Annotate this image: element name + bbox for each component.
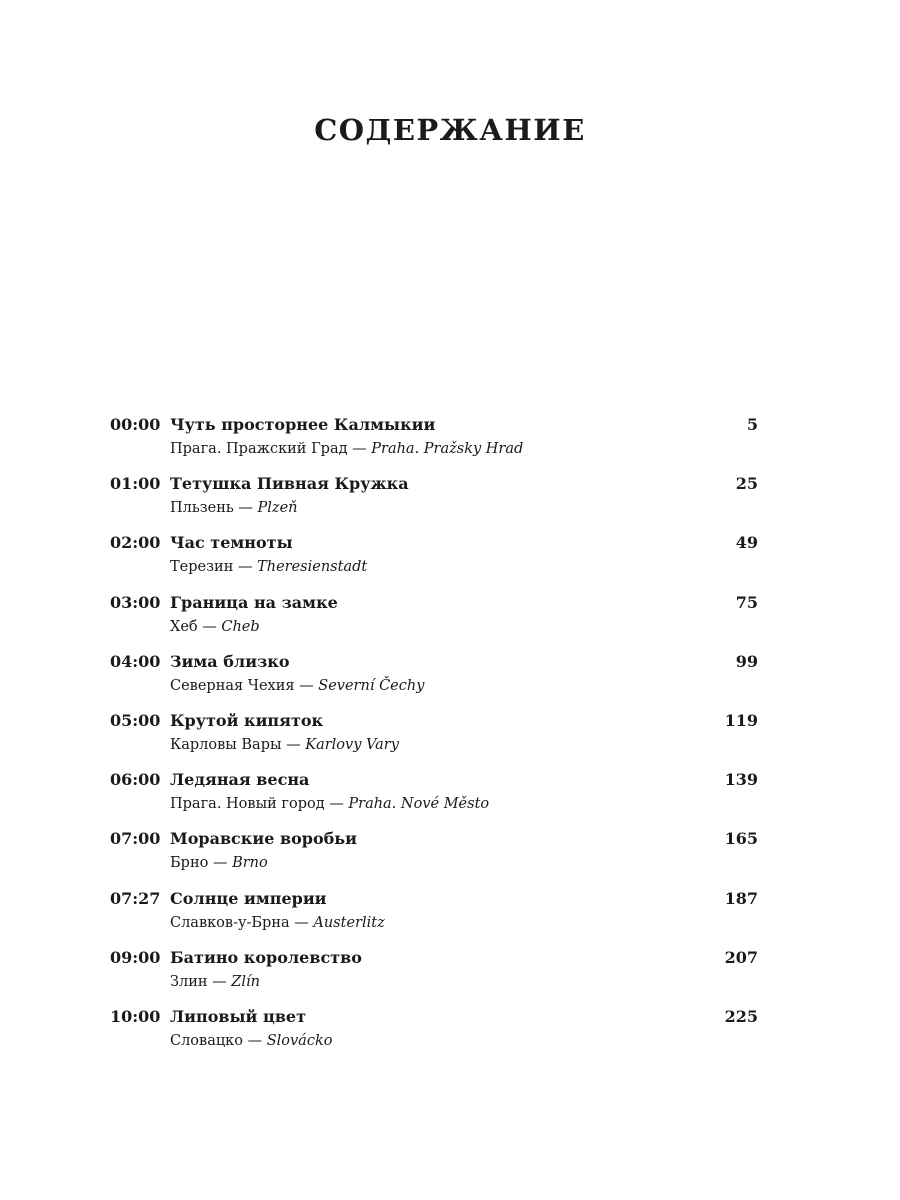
entry-location-dash: — bbox=[233, 500, 258, 517]
entry-location-dash: — bbox=[208, 855, 233, 872]
entry-location-original: Karlovy Vary bbox=[305, 736, 399, 753]
entry-location-original: Severní Čechy bbox=[318, 677, 425, 694]
entry-location-dash: — bbox=[289, 914, 314, 931]
entry-page-number: 49 bbox=[735, 533, 758, 553]
entry-time: 07:00 bbox=[110, 829, 161, 849]
entry-time: 06:00 bbox=[110, 770, 161, 790]
entry-title: Чуть просторнее Калмыкии bbox=[170, 415, 436, 434]
toc-entry-8[interactable] bbox=[110, 887, 758, 946]
entry-title: Тетушка Пивная Кружка bbox=[170, 474, 409, 494]
entry-time: 02:00 bbox=[110, 533, 161, 553]
entry-page-number: 5 bbox=[746, 415, 758, 434]
entry-location-ru: Злин bbox=[170, 973, 208, 990]
entry-location bbox=[170, 556, 367, 578]
entry-location-original: Praha. Nové Město bbox=[348, 796, 490, 813]
entry-title: Зима близко bbox=[170, 651, 290, 671]
entry-page-number: 139 bbox=[724, 770, 758, 790]
entry-time: 05:00 bbox=[110, 710, 161, 730]
entry-location-ru: Хеб bbox=[170, 618, 198, 635]
entry-time: 07:27 bbox=[110, 888, 161, 908]
table-of-contents bbox=[110, 413, 758, 1064]
entry-title: Батино королевство bbox=[170, 947, 362, 967]
entry-title: Граница на замке bbox=[170, 592, 338, 612]
entry-location-dash: — bbox=[207, 973, 232, 990]
entry-page-number: 207 bbox=[724, 947, 758, 967]
toc-entry-6[interactable] bbox=[110, 768, 758, 827]
entry-location-dash: — bbox=[294, 677, 319, 694]
entry-location-ru: Словацко bbox=[170, 1032, 243, 1049]
entry-time: 04:00 bbox=[110, 651, 161, 671]
entry-location-dash: — bbox=[347, 441, 372, 457]
entry-location-ru: Прага. Новый город bbox=[170, 796, 325, 813]
entry-location bbox=[170, 675, 424, 697]
entry-location-original: Praha. Pražsky Hrad bbox=[371, 441, 524, 457]
entry-title: Час темноты bbox=[170, 533, 293, 553]
entry-location-original: Brno bbox=[232, 855, 268, 872]
entry-page-number: 119 bbox=[724, 710, 758, 730]
toc-entry-9[interactable] bbox=[110, 946, 758, 1005]
toc-entry-10[interactable] bbox=[110, 1005, 758, 1064]
entry-location-original: Zlín bbox=[231, 973, 260, 990]
toc-entry-2[interactable] bbox=[110, 531, 758, 590]
toc-entry-7[interactable] bbox=[110, 827, 758, 886]
entry-location-dash: — bbox=[233, 559, 258, 576]
entry-page-number: 165 bbox=[724, 829, 758, 849]
entry-location-ru: Пльзень bbox=[170, 500, 234, 517]
entry-title: Липовый цвет bbox=[170, 1006, 307, 1026]
entry-time: 03:00 bbox=[110, 592, 161, 612]
entry-time: 09:00 bbox=[110, 947, 161, 967]
entry-location bbox=[170, 438, 523, 460]
entry-location-original: Austerlitz bbox=[313, 914, 385, 931]
toc-entry-0[interactable] bbox=[110, 413, 758, 472]
toc-entry-5[interactable] bbox=[110, 709, 758, 768]
entry-location-dash: — bbox=[242, 1032, 267, 1049]
entry-location bbox=[170, 852, 268, 874]
entry-location-ru: Северная Чехия bbox=[170, 677, 295, 694]
toc-entry-1[interactable] bbox=[110, 472, 758, 531]
entry-location-ru: Карловы Вары bbox=[170, 736, 282, 753]
entry-time: 01:00 bbox=[110, 474, 161, 494]
entry-location-ru: Прага. Пражский Град bbox=[170, 441, 348, 457]
entry-location bbox=[170, 497, 297, 519]
entry-time: 10:00 bbox=[110, 1006, 161, 1026]
entry-location-ru: Славков-у-Брна bbox=[170, 914, 290, 931]
entry-location bbox=[170, 734, 399, 756]
entry-location-original: Slovácko bbox=[266, 1032, 333, 1049]
entry-title: Крутой кипяток bbox=[170, 710, 324, 730]
page-title: СОДЕРЖАНИЕ bbox=[314, 113, 586, 147]
entry-location-original: Cheb bbox=[221, 618, 260, 635]
entry-location bbox=[170, 793, 489, 815]
entry-title: Ледяная весна bbox=[170, 770, 310, 790]
entry-page-number: 25 bbox=[735, 474, 758, 494]
toc-entry-3[interactable] bbox=[110, 591, 758, 650]
toc-entry-4[interactable] bbox=[110, 650, 758, 709]
entry-page-number: 75 bbox=[735, 592, 758, 612]
entry-location-dash: — bbox=[197, 618, 222, 635]
entry-location-dash: — bbox=[324, 796, 349, 813]
entry-time: 00:00 bbox=[110, 415, 161, 434]
entry-title: Солнце империи bbox=[170, 888, 327, 908]
entry-location-ru: Терезин bbox=[170, 559, 234, 576]
entry-location bbox=[170, 971, 260, 993]
entry-page-number: 225 bbox=[724, 1006, 758, 1026]
entry-location-dash: — bbox=[281, 736, 306, 753]
entry-page-number: 99 bbox=[735, 651, 758, 671]
entry-location-ru: Брно bbox=[170, 855, 209, 872]
entry-title: Моравские воробьи bbox=[170, 829, 358, 849]
entry-location bbox=[170, 1030, 332, 1052]
entry-location-original: Theresienstadt bbox=[257, 559, 368, 576]
entry-page-number: 187 bbox=[724, 888, 758, 908]
entry-location-original: Plzeň bbox=[257, 500, 298, 517]
entry-location bbox=[170, 912, 385, 934]
entry-location bbox=[170, 616, 260, 638]
